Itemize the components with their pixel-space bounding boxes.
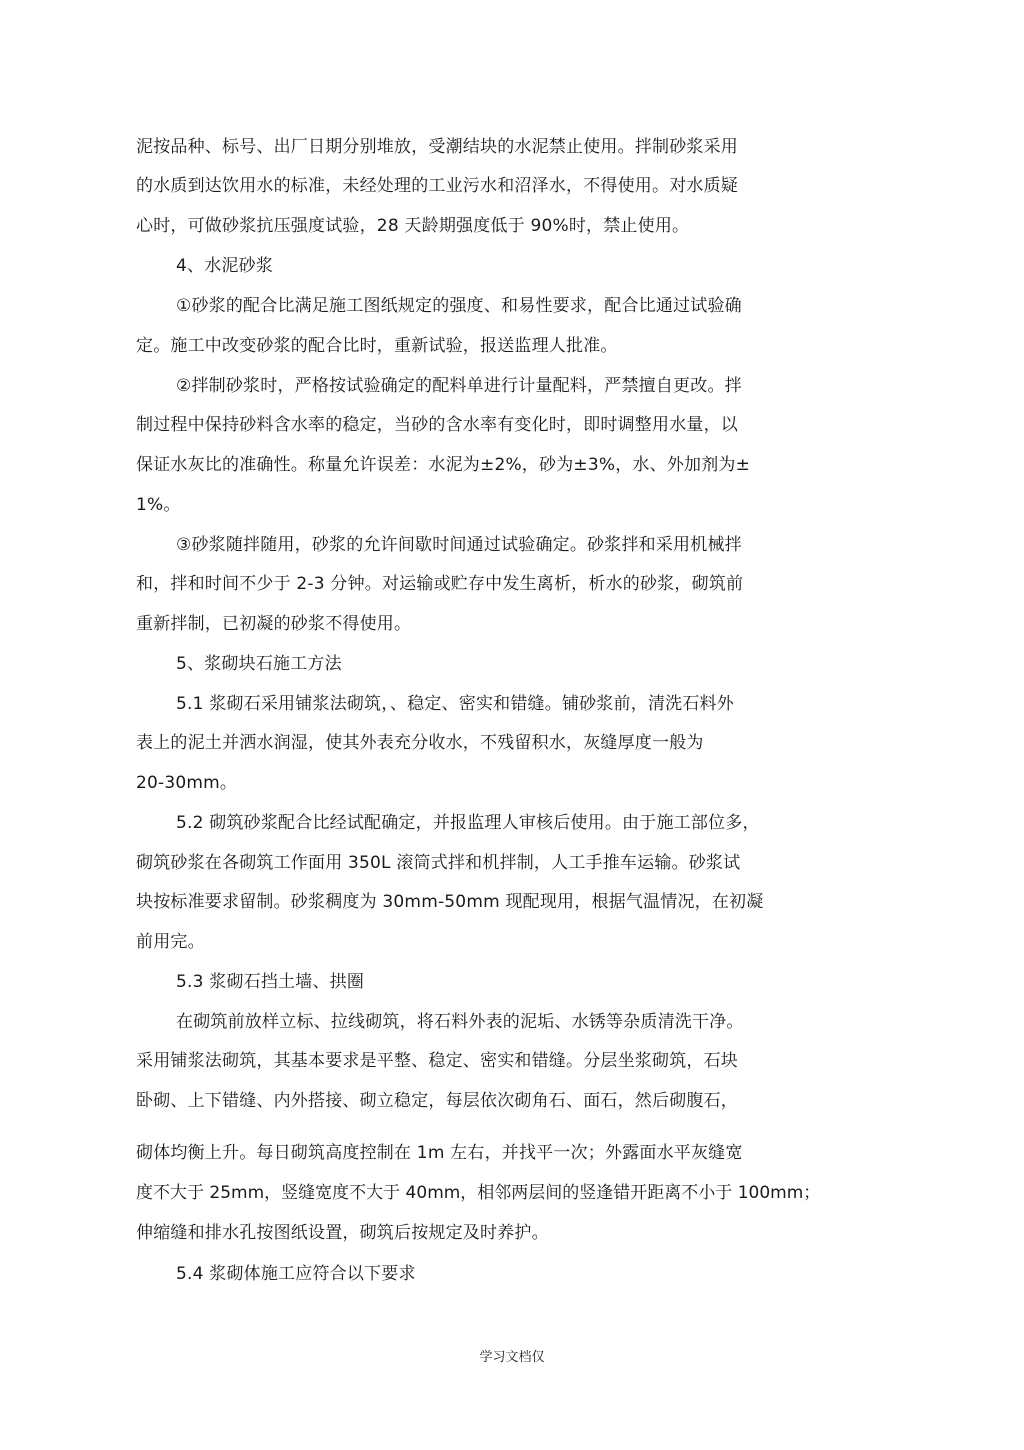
- page-footer: 学习文档仅: [479, 1350, 545, 1365]
- subsection-heading: 5.4 浆砌体施工应符合以下要求: [176, 1264, 416, 1284]
- body-text-line: 砌体均衡上升。每日砌筑高度控制在 1m 左右，并找平一次；外露面水平灰缝宽: [136, 1143, 743, 1163]
- body-text-line: ①砂浆的配合比满足施工图纸规定的强度、和易性要求，配合比通过试验确: [176, 296, 742, 316]
- body-text-line: 和，拌和时间不少于 2-3 分钟。对运输或贮存中发生离析，析水的砂浆，砌筑前: [136, 574, 744, 594]
- body-text-line: 的水质到达饮用水的标准，未经处理的工业污水和沼泽水，不得使用。对水质疑: [136, 176, 738, 196]
- body-text-line: 制过程中保持砂料含水率的稳定，当砂的含水率有变化时，即时调整用水量，以: [136, 415, 738, 435]
- body-text-line: 在砌筑前放样立标、拉线砌筑，将石料外表的泥垢、水锈等杂质清洗干净。: [176, 1012, 744, 1032]
- body-text-line: 砌筑砂浆在各砌筑工作面用 350L 滚筒式拌和机拌制，人工手推车运输。砂浆试: [136, 853, 741, 873]
- subsection-heading: 5.3 浆砌石挡土墙、拱圈: [176, 972, 365, 992]
- body-text-line: 表上的泥土并洒水润湿，使其外表充分收水，不残留积水，灰缝厚度一般为: [136, 733, 704, 753]
- body-text-line: 保证水灰比的准确性。称量允许误差：水泥为±2%，砂为±3%，水、外加剂为±: [136, 455, 751, 475]
- body-text-line: 重新拌制，已初凝的砂浆不得使用。: [136, 614, 412, 634]
- body-text-line: 前用完。: [136, 932, 205, 952]
- body-text-line: ②拌制砂浆时，严格按试验确定的配料单进行计量配料，严禁擅自更改。拌: [176, 376, 742, 396]
- body-text-line: 伸缩缝和排水孔按图纸设置，砌筑后按规定及时养护。: [136, 1223, 549, 1243]
- body-text-line: 20-30mm。: [136, 773, 238, 793]
- body-text-line: 1%。: [136, 495, 181, 515]
- body-text-line: 块按标准要求留制。砂浆稠度为 30mm-50mm 现配现用，根据气温情况，在初凝: [136, 892, 764, 912]
- subsection-heading: 5.1 浆砌石采用铺浆法砌筑，、稳定、密实和错缝。铺砂浆前，清洗石料外: [176, 694, 734, 714]
- body-text-line: 卧砌、上下错缝、内外搭接、砌立稳定，每层依次砌角石、面石，然后砌腹石，: [136, 1091, 738, 1111]
- body-text-line: 泥按品种、标号、出厂日期分别堆放，受潮结块的水泥禁止使用。拌制砂浆采用: [136, 137, 738, 157]
- subsection-heading: 5.2 砌筑砂浆配合比经试配确定，并报监理人审核后使用。由于施工部位多，: [176, 813, 760, 833]
- body-text-line: ③砂浆随拌随用，砂浆的允许间歇时间通过试验确定。砂浆拌和采用机械拌: [176, 535, 742, 555]
- body-text-line: 心时，可做砂浆抗压强度试验，28 天龄期强度低于 90%时，禁止使用。: [136, 216, 690, 236]
- section-heading: 4、水泥砂浆: [176, 256, 274, 276]
- section-heading: 5、浆砌块石施工方法: [176, 654, 342, 674]
- body-text-line: 定。施工中改变砂浆的配合比时，重新试验，报送监理人批准。: [136, 336, 618, 356]
- body-text-line: 采用铺浆法砌筑，其基本要求是平整、稳定、密实和错缝。分层坐浆砌筑，石块: [136, 1051, 738, 1071]
- body-text-line: 度不大于 25mm，竖缝宽度不大于 40mm，相邻两层间的竖逢错开距离不小于 100mm；: [136, 1183, 821, 1203]
